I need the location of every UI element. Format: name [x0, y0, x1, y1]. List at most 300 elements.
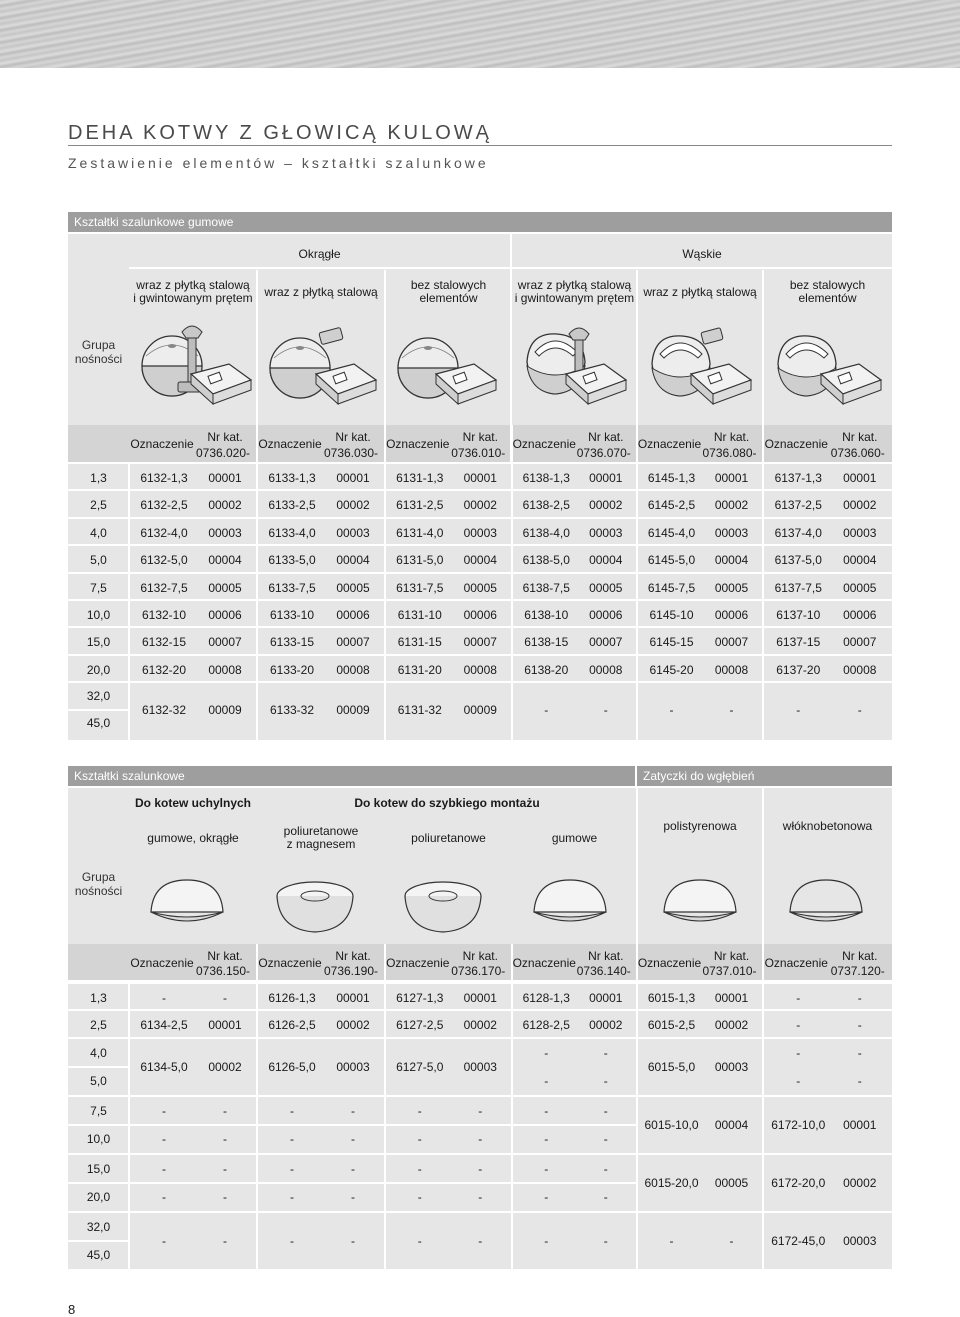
column-separator — [511, 944, 513, 980]
catalog-number: 00003 — [208, 525, 242, 540]
designation: - — [544, 1073, 549, 1088]
catalog-number: - — [478, 1103, 483, 1118]
designation: 6131-32 — [397, 703, 442, 718]
catalog-number: 00006 — [336, 608, 370, 622]
designation: 6137-2,5 — [774, 498, 822, 513]
capacity-group: 7,5 — [90, 580, 107, 595]
catalog-number: 00004 — [208, 553, 242, 568]
designation: 6133-10 — [269, 608, 315, 622]
designation: - — [162, 991, 166, 1005]
catalog-number: 00002 — [589, 1018, 623, 1033]
designation: 6133-4,0 — [268, 525, 316, 540]
capacity-group: 10,0 — [86, 608, 111, 622]
designation: 6137-15 — [776, 635, 821, 650]
designation: 6131-10 — [397, 608, 442, 622]
designation: 6138-4,0 — [522, 525, 570, 540]
designation: - — [544, 1103, 549, 1118]
catalog-number: 00001 — [463, 991, 497, 1005]
column-separator — [762, 1155, 764, 1211]
column-separator — [636, 656, 638, 681]
designation: - — [544, 1233, 549, 1248]
designation: - — [796, 703, 801, 718]
catalog-number: 00007 — [843, 635, 877, 650]
capacity-group: 7,5 — [90, 1103, 107, 1118]
designation: 6138-7,5 — [522, 580, 570, 595]
catalog-number: 00005 — [463, 580, 497, 595]
catalog-number: 00001 — [714, 471, 749, 485]
catalog-code-prefix: 0737.010- — [702, 964, 757, 978]
column-separator — [636, 464, 638, 489]
column-separator — [511, 1039, 513, 1095]
designation: 6172-45,0 — [771, 1233, 826, 1248]
column-separator — [511, 491, 513, 516]
designation: 6138-5,0 — [522, 553, 570, 568]
catalog-number: - — [478, 1161, 483, 1176]
designation: 6131-20 — [397, 662, 442, 677]
catalog-number: 00003 — [589, 525, 623, 540]
catalog-number: 00007 — [463, 635, 497, 650]
catalog-number: - — [729, 1233, 734, 1248]
catalog-number: 00008 — [336, 662, 370, 677]
designation: 6015-5,0 — [647, 1059, 696, 1074]
column-separator — [762, 1097, 764, 1153]
designation: 6137-20 — [776, 662, 821, 677]
column-separator — [762, 788, 764, 944]
catalog-number: - — [603, 1073, 608, 1088]
catalog-number: - — [603, 1189, 608, 1204]
oznaczenie-header: Oznaczenie — [258, 437, 322, 451]
catalog-number: 00004 — [336, 553, 370, 568]
column-separator — [384, 546, 386, 571]
nrkat-header: Nr kat. — [713, 949, 750, 963]
column-separator — [256, 1213, 258, 1269]
catalog-number: 00001 — [336, 471, 370, 485]
column-separator — [384, 683, 386, 740]
catalog-number: 00002 — [589, 498, 623, 513]
column-separator — [511, 1011, 513, 1036]
designation: 6132-5,0 — [140, 553, 188, 568]
designation: 6131-2,5 — [396, 498, 444, 513]
group-header-narrow: Wąskie — [682, 247, 722, 261]
oznaczenie-header: Oznaczenie — [764, 956, 828, 970]
column-separator — [762, 270, 764, 425]
header-quick-anchors: Do kotew do szybkiego montażu — [354, 796, 540, 810]
column-separator — [256, 1155, 258, 1211]
type-header: bez stalowych elementów — [410, 278, 487, 305]
page-title: DEHA KOTWY Z GŁOWICĄ KULOWĄ — [68, 122, 493, 144]
designation: 6126-5,0 — [268, 1059, 316, 1074]
designation: 6145-4,0 — [647, 525, 696, 540]
designation: 6134-2,5 — [140, 1018, 188, 1033]
catalog-number: 00005 — [843, 580, 877, 595]
catalog-number: 00007 — [208, 635, 242, 650]
designation: - — [796, 1045, 801, 1060]
catalog-number: 00007 — [336, 635, 370, 650]
fiber-concrete-cap-icon — [776, 872, 876, 947]
capacity-group: 45,0 — [86, 716, 111, 731]
catalog-number: - — [857, 1018, 862, 1033]
column-separator — [256, 601, 258, 626]
catalog-number: - — [478, 1189, 483, 1204]
catalog-number: - — [223, 991, 227, 1005]
catalog-number: - — [223, 1103, 227, 1118]
column-separator — [256, 656, 258, 681]
designation: - — [162, 1161, 166, 1176]
polyurethane-former-icon — [393, 868, 493, 943]
column-separator — [511, 1155, 513, 1211]
catalog-number: 00002 — [208, 498, 242, 513]
column-separator — [256, 425, 258, 462]
designation: 6015-20,0 — [644, 1175, 699, 1190]
row-separator — [68, 1182, 637, 1184]
anchor-plate-icon — [430, 360, 500, 415]
designation: 6145-1,3 — [647, 471, 696, 485]
designation: - — [417, 1189, 422, 1204]
designation: - — [796, 1073, 801, 1088]
catalog-number: 00002 — [336, 1018, 370, 1033]
capacity-group: 32,0 — [86, 1219, 111, 1234]
catalog-number: 00006 — [714, 608, 749, 622]
column-separator — [384, 1011, 386, 1036]
catalog-number: 00002 — [463, 498, 497, 513]
catalog-number: - — [351, 1161, 355, 1176]
anchor-plate-icon — [560, 360, 630, 415]
row-separator — [68, 1124, 637, 1126]
oznaczenie-header: Oznaczenie — [130, 437, 194, 451]
designation: - — [290, 1131, 294, 1146]
section-bar-formers: Kształtki szalunkowe — [68, 766, 635, 786]
designation: 6128-2,5 — [522, 1018, 570, 1033]
designation: 6137-5,0 — [774, 553, 822, 568]
designation: - — [162, 1189, 166, 1204]
designation: 6138-10 — [524, 608, 569, 622]
designation: 6145-2,5 — [647, 498, 696, 513]
oznaczenie-header: Oznaczenie — [764, 437, 828, 451]
nrkat-header: Nr kat. — [462, 949, 498, 963]
catalog-number: 00004 — [714, 1117, 749, 1132]
catalog-number: 00002 — [714, 1018, 749, 1033]
column-separator — [384, 270, 386, 425]
designation: - — [544, 1189, 549, 1204]
polystyrene-cap-icon — [650, 872, 750, 947]
capacity-group-label: Grupa nośności — [74, 870, 123, 898]
column-separator — [762, 425, 764, 462]
catalog-number: - — [478, 1233, 483, 1248]
catalog-number: - — [603, 1045, 608, 1060]
rubber-round-former-icon — [137, 872, 237, 947]
column-separator — [384, 574, 386, 599]
catalog-number: 00004 — [843, 553, 877, 568]
catalog-number: 00007 — [714, 635, 749, 650]
type-header: włóknobetonowa — [782, 818, 873, 833]
type-header: gumowe, okrągłe — [147, 830, 239, 845]
column-separator — [511, 519, 513, 544]
catalog-number: 00004 — [463, 553, 497, 568]
capacity-group: 20,0 — [86, 1189, 111, 1204]
catalog-number: 00005 — [336, 580, 370, 595]
column-separator — [762, 944, 764, 980]
column-separator — [511, 656, 513, 681]
designation: 6145-7,5 — [647, 580, 696, 595]
column-separator — [384, 519, 386, 544]
anchor-plate-icon — [685, 360, 755, 415]
type-header: bez stalowych elementów — [789, 278, 866, 305]
catalog-number: - — [603, 1131, 608, 1146]
catalog-number: - — [857, 703, 862, 718]
column-separator — [636, 519, 638, 544]
column-separator — [636, 628, 638, 653]
nrkat-header: Nr kat. — [335, 430, 371, 444]
column-separator — [762, 656, 764, 681]
oznaczenie-header: Oznaczenie — [637, 437, 702, 451]
catalog-number: - — [223, 1233, 227, 1248]
catalog-number: - — [223, 1161, 227, 1176]
capacity-group-label: Grupa nośności — [74, 338, 123, 366]
catalog-number: 00006 — [208, 608, 242, 622]
column-separator — [762, 464, 764, 489]
catalog-number: - — [729, 703, 734, 718]
column-separator — [636, 1097, 638, 1153]
catalog-number: 00001 — [208, 471, 242, 485]
catalog-code-prefix: 0736.080- — [702, 446, 757, 460]
catalog-number: 00009 — [336, 703, 370, 718]
column-separator — [384, 491, 386, 516]
capacity-group: 1,3 — [90, 471, 107, 485]
catalog-code-prefix: 0736.170- — [451, 964, 506, 978]
column-separator — [636, 1213, 638, 1269]
catalog-number: - — [857, 991, 862, 1005]
column-separator — [636, 425, 638, 462]
column-separator — [636, 683, 638, 740]
catalog-number: - — [478, 1131, 483, 1146]
column-separator — [256, 491, 258, 516]
type-header: poliuretanowe — [411, 830, 486, 845]
column-separator — [636, 984, 638, 1009]
catalog-code-prefix: 0736.010- — [451, 446, 506, 460]
column-separator — [511, 683, 513, 740]
oznaczenie-header: Oznaczenie — [386, 437, 450, 451]
designation: 6126-2,5 — [268, 1018, 316, 1033]
column-separator — [511, 984, 513, 1009]
capacity-group: 10,0 — [86, 1131, 111, 1146]
catalog-number: 00009 — [208, 703, 242, 718]
catalog-number: - — [351, 1189, 355, 1204]
capacity-group: 4,0 — [90, 525, 107, 540]
group-header-round: Okrągłe — [298, 247, 341, 261]
capacity-group: 15,0 — [86, 635, 111, 650]
designation: 6133-1,3 — [268, 471, 316, 485]
capacity-group: 2,5 — [90, 498, 107, 513]
column-separator — [256, 464, 258, 489]
catalog-number: 00001 — [589, 991, 623, 1005]
column-separator — [762, 1011, 764, 1036]
column-separator — [511, 628, 513, 653]
column-separator — [384, 1039, 386, 1095]
column-separator — [128, 984, 130, 1269]
column-separator — [384, 425, 386, 462]
nrkat-header: Nr kat. — [842, 430, 878, 444]
designation: - — [417, 1103, 422, 1118]
header-tilt-anchors: Do kotew uchylnych — [134, 796, 252, 810]
designation: 6137-1,3 — [774, 471, 822, 485]
catalog-number: 00003 — [714, 1059, 749, 1074]
anchor-plate-icon — [815, 360, 885, 415]
column-separator — [762, 546, 764, 571]
column-separator — [128, 464, 130, 740]
nrkat-header: Nr kat. — [462, 430, 498, 444]
catalog-number: 00005 — [714, 1175, 749, 1190]
column-separator — [636, 1155, 638, 1211]
catalog-number: - — [223, 1189, 227, 1204]
designation: 6137-7,5 — [774, 580, 822, 595]
catalog-number: - — [603, 1103, 608, 1118]
column-separator — [256, 270, 258, 425]
catalog-number: 00001 — [714, 991, 749, 1005]
column-separator — [256, 574, 258, 599]
capacity-group: 1,3 — [90, 991, 107, 1005]
designation: - — [544, 1161, 549, 1176]
designation: 6137-4,0 — [774, 525, 822, 540]
designation: 6126-1,3 — [268, 991, 316, 1005]
designation: 6172-10,0 — [771, 1117, 826, 1132]
row-separator — [68, 1240, 129, 1242]
designation: 6145-15 — [649, 635, 694, 650]
type-header: gumowe — [551, 830, 598, 845]
catalog-number: 00003 — [463, 525, 497, 540]
capacity-group: 5,0 — [90, 1073, 107, 1088]
designation: 6172-20,0 — [771, 1175, 826, 1190]
page-subtitle: Zestawienie elementów – kształtki szalunkowe — [68, 155, 489, 171]
column-separator — [256, 1039, 258, 1095]
designation: 6145-20 — [649, 662, 694, 677]
designation: 6132-2,5 — [140, 498, 188, 513]
catalog-number: 00005 — [208, 580, 242, 595]
type-header: wraz z płytką stalową i gwintowanym prętem — [133, 278, 253, 305]
designation: 6133-2,5 — [268, 498, 316, 513]
column-separator — [384, 656, 386, 681]
nrkat-header: Nr kat. — [207, 949, 243, 963]
catalog-number: - — [351, 1233, 355, 1248]
nrkat-header: Nr kat. — [207, 430, 243, 444]
catalog-number: - — [603, 1233, 608, 1248]
column-separator — [636, 944, 638, 980]
column-separator — [762, 984, 764, 1009]
row-separator — [129, 267, 892, 269]
column-separator — [636, 1039, 638, 1095]
designation: - — [796, 991, 801, 1005]
column-separator — [762, 628, 764, 653]
designation: - — [417, 1131, 422, 1146]
designation: 6131-15 — [397, 635, 442, 650]
column-separator — [511, 425, 513, 462]
magnet-former-icon — [265, 868, 365, 943]
column-separator — [511, 574, 513, 599]
column-separator — [384, 601, 386, 626]
designation: 6131-4,0 — [396, 525, 444, 540]
catalog-number: 00002 — [843, 1175, 877, 1190]
catalog-number: 00002 — [463, 1018, 497, 1033]
designation: 6132-15 — [141, 635, 187, 650]
designation: 6131-7,5 — [396, 580, 444, 595]
catalog-number: - — [857, 1045, 862, 1060]
catalog-code-prefix: 0736.030- — [323, 446, 379, 460]
rubber-former-icon — [520, 872, 620, 947]
catalog-number: 00003 — [336, 525, 370, 540]
designation: 6132-32 — [141, 703, 187, 718]
title-rule — [68, 145, 892, 146]
designation: - — [544, 1131, 549, 1146]
catalog-number: 00003 — [463, 1059, 497, 1074]
column-separator — [762, 519, 764, 544]
designation: 6133-15 — [269, 635, 315, 650]
column-separator — [636, 270, 638, 425]
row-separator — [68, 1066, 129, 1068]
designation: - — [290, 1189, 294, 1204]
designation: 6127-1,3 — [396, 991, 444, 1005]
type-header: poliuretanowe z magnesem — [283, 824, 359, 851]
catalog-number: 00006 — [463, 608, 497, 622]
catalog-number: 00008 — [714, 662, 749, 677]
oznaczenie-header: Oznaczenie — [512, 437, 576, 451]
catalog-number: 00005 — [589, 580, 623, 595]
page-number: 8 — [68, 1302, 76, 1317]
designation: 6137-10 — [776, 608, 821, 622]
catalog-number: 00005 — [714, 580, 749, 595]
column-separator — [636, 546, 638, 571]
catalog-number: 00008 — [589, 662, 623, 677]
row-separator — [68, 709, 129, 711]
column-separator — [636, 491, 638, 516]
column-separator — [762, 683, 764, 740]
designation: - — [162, 1131, 166, 1146]
catalog-number: - — [603, 703, 608, 718]
designation: - — [417, 1161, 422, 1176]
nrkat-header: Nr kat. — [588, 430, 624, 444]
designation: - — [290, 1103, 294, 1118]
designation: - — [669, 1233, 674, 1248]
designation: 6132-10 — [141, 608, 187, 622]
designation: 6131-5,0 — [396, 553, 444, 568]
nrkat-header: Nr kat. — [335, 949, 371, 963]
anchor-plate-icon — [310, 360, 380, 415]
catalog-number: - — [351, 1103, 355, 1118]
section-bar-caps: Zatyczki do wgłębień — [637, 766, 892, 786]
column-separator — [256, 628, 258, 653]
column-separator — [384, 944, 386, 980]
designation: 6138-15 — [524, 635, 569, 650]
column-separator — [511, 464, 513, 489]
nrkat-header: Nr kat. — [588, 949, 624, 963]
oznaczenie-header: Oznaczenie — [386, 956, 450, 970]
catalog-number: 00008 — [843, 662, 877, 677]
type-header: polistyrenowa — [663, 818, 737, 833]
type-header: wraz z płytką stalową i gwintowanym prętem — [514, 278, 635, 305]
catalog-number: 00002 — [714, 498, 749, 513]
catalog-code-prefix: 0737.120- — [830, 964, 885, 978]
catalog-number: 00001 — [843, 471, 877, 485]
column-separator — [636, 601, 638, 626]
column-separator — [762, 1213, 764, 1269]
type-header: wraz z płytką stalową — [264, 284, 378, 299]
catalog-number: 00001 — [589, 471, 623, 485]
designation: - — [290, 1161, 294, 1176]
designation: - — [796, 1018, 801, 1033]
catalog-code-prefix: 0736.140- — [576, 964, 631, 978]
column-separator — [384, 984, 386, 1009]
catalog-number: - — [857, 1073, 862, 1088]
designation: 6132-7,5 — [140, 580, 188, 595]
column-separator — [762, 601, 764, 626]
